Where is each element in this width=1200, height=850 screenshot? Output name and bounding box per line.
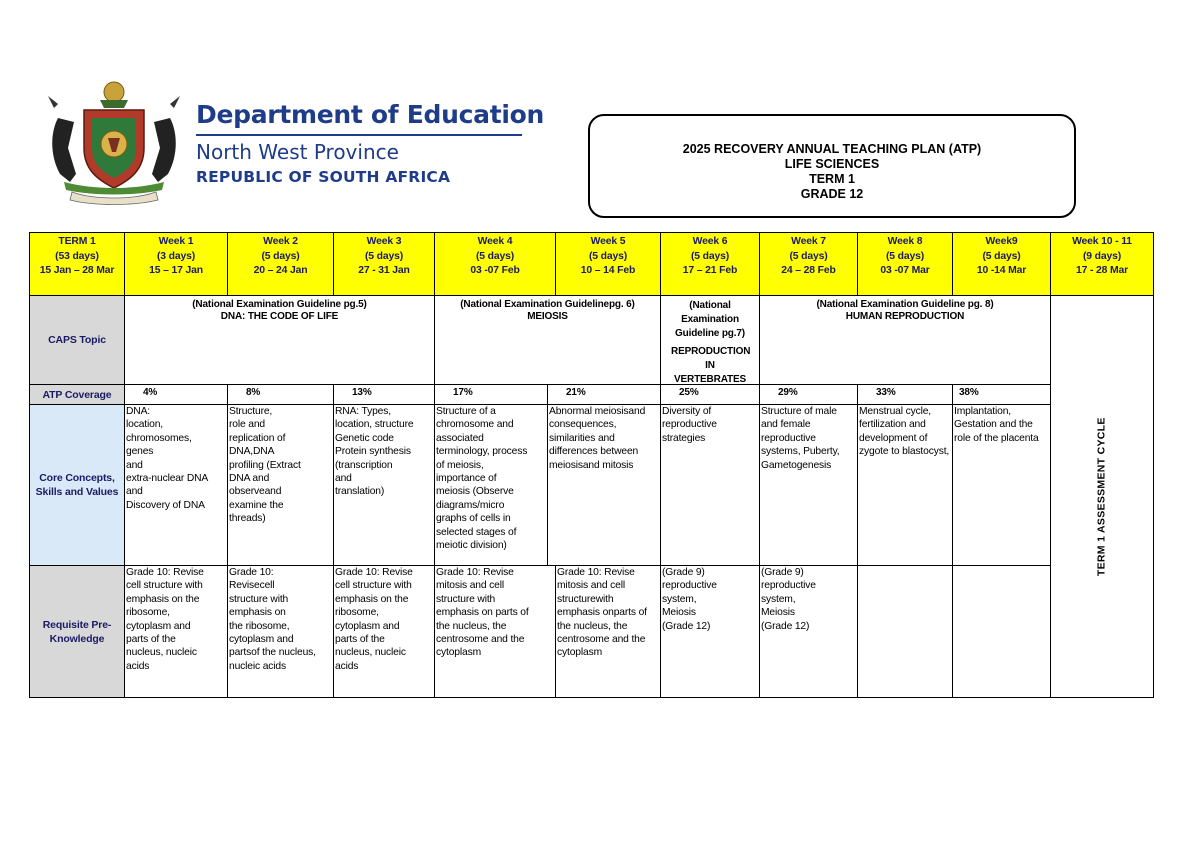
requisite-cell: Grade 10: Revise mitosis and cell structurewith emphasis onparts of the nucleus, the centrosome and the cytoplasm (555, 565, 661, 698)
concepts-cell: Structure, role and replication of DNA,DNA profiling (Extract DNA and observeand examine the threads) (227, 404, 334, 566)
requisite-cell: Grade 10: Revise cell structure with emphasis on the ribosome, cytoplasm and parts of the nucleus, nucleic acids (124, 565, 228, 698)
week-header-cell: Week 3 (5 days) 27 - 31 Jan (333, 232, 435, 296)
coverage-cell: 17% (434, 384, 548, 405)
concepts-cell: Diversity of reproductive strategies (660, 404, 760, 566)
week-header-cell: Week 2 (5 days) 20 – 24 Jan (227, 232, 334, 296)
topic-cell-human-reproduction: (National Examination Guideline pg. 8) HUMAN REPRODUCTION (759, 295, 1051, 385)
topic-cell-vertebrates: (National Examination Guideline pg.7) REPRODUCTION IN VERTEBRATES (660, 295, 760, 385)
plan-title-line: 2025 RECOVERY ANNUAL TEACHING PLAN (ATP) (682, 142, 982, 156)
coverage-cell: 25% (660, 384, 760, 405)
coverage-cell: 21% (547, 384, 661, 405)
concepts-cell: Structure of a chromosome and associated terminology, process of meiosis, importance of meiosis (Observe diagrams/micro graphs of cells in selected stages of meiotic division) (434, 404, 548, 566)
coverage-cell: 38% (952, 384, 1051, 405)
coverage-cell: 13% (333, 384, 435, 405)
requisite-cell (952, 565, 1051, 698)
week-header-cell: Week 6 (5 days) 17 – 21 Feb (660, 232, 760, 296)
week-header-cell: Week9 (5 days) 10 -14 Mar (952, 232, 1051, 296)
core-concepts-label: Core Concepts, Skills and Values (29, 404, 125, 566)
week-header-cell: Week 10 - 11 (9 days) 17 - 28 Mar (1050, 232, 1154, 296)
requisite-cell: (Grade 9) reproductive system, Meiosis (Grade 12) (660, 565, 760, 698)
plan-term-line: TERM 1 (809, 172, 855, 186)
department-block (196, 100, 545, 186)
department-name: Department of Education (196, 100, 545, 129)
concepts-cell: Structure of male and female reproductive systems, Puberty, Gametogenesis (759, 404, 858, 566)
concepts-cell: Implantation, Gestation and the role of the placenta (952, 404, 1051, 566)
requisite-cell: (Grade 9) reproductive system, Meiosis (Grade 12) (759, 565, 858, 698)
atp-coverage-label: ATP Coverage (29, 384, 125, 405)
concepts-cell: RNA: Types, location, structure Genetic code Protein synthesis (transcription and translation) (333, 404, 435, 566)
coverage-cell: 29% (759, 384, 858, 405)
week-header-cell: Week 7 (5 days) 24 – 28 Feb (759, 232, 858, 296)
province-name: North West Province (196, 140, 399, 164)
topic-cell-meiosis: (National Examination Guidelinepg. 6) MEIOSIS (434, 295, 661, 385)
plan-grade-line: GRADE 12 (800, 187, 864, 201)
country-name: REPUBLIC OF SOUTH AFRICA (196, 168, 451, 186)
topic-cell-dna: (National Examination Guideline pg.5) DNA: THE CODE OF LIFE (124, 295, 435, 385)
week-header-cell: Week 4 (5 days) 03 -07 Feb (434, 232, 556, 296)
coverage-cell: 33% (857, 384, 953, 405)
requisite-cell: Grade 10: Revise cell structure with emphasis on the ribosome, cytoplasm and parts of the nucleus, nucleic acids (333, 565, 435, 698)
plan-title-box (588, 114, 1076, 218)
assessment-cycle-text: TERM 1 ASSESSMENT CYCLE (1095, 417, 1108, 576)
assessment-cycle-cell (1050, 295, 1154, 698)
requisite-cell: Grade 10: Revisecell structure with emphasis on the ribosome, cytoplasm and partsof the nucleus, nucleic acids (227, 565, 334, 698)
requisite-cell (857, 565, 953, 698)
teaching-plan-table (29, 232, 1154, 698)
concepts-cell: Menstrual cycle, fertilization and development of zygote to blastocyst, (857, 404, 953, 566)
concepts-cell: DNA: location, chromosomes, genes and extra-nuclear DNA and Discovery of DNA (124, 404, 228, 566)
coverage-cell: 4% (124, 384, 228, 405)
week-header-cell: Week 1 (3 days) 15 – 17 Jan (124, 232, 228, 296)
coverage-cell: 8% (227, 384, 334, 405)
department-divider (196, 134, 522, 136)
requisite-cell: Grade 10: Revise mitosis and cell structure with emphasis on parts of the nucleus, the centrosome and the cytoplasm (434, 565, 556, 698)
caps-topic-label: CAPS Topic (29, 295, 125, 385)
week-header-cell: Week 8 (5 days) 03 -07 Mar (857, 232, 953, 296)
plan-subject-line: LIFE SCIENCES (784, 157, 880, 171)
coat-of-arms-logo (44, 78, 184, 206)
term-header-cell: TERM 1 (53 days) 15 Jan – 28 Mar (29, 232, 125, 296)
concepts-cell: Abnormal meiosisand consequences, similarities and differences between meiosisand mitosis (547, 404, 661, 566)
requisite-knowledge-label: Requisite Pre-Knowledge (29, 565, 125, 698)
week-header-cell: Week 5 (5 days) 10 – 14 Feb (555, 232, 661, 296)
